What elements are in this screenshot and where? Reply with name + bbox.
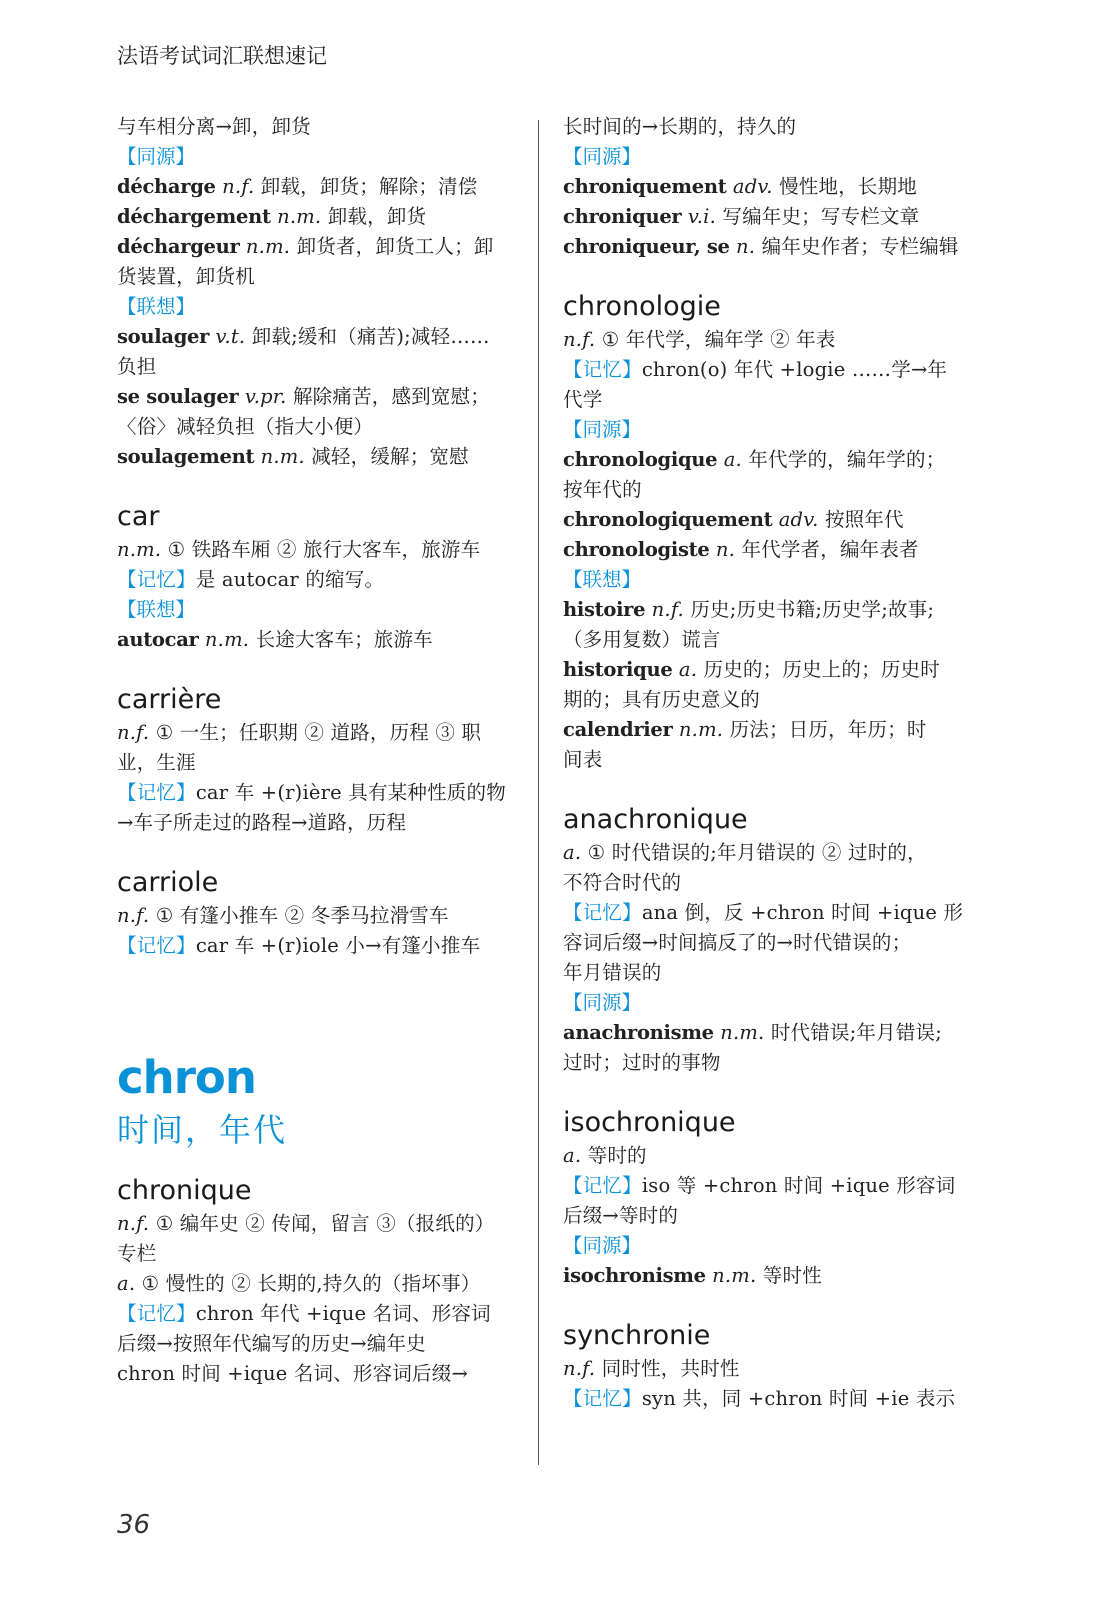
pos: n.f. <box>117 1212 150 1235</box>
entry-heading-carriere: carrière <box>117 684 222 715</box>
definition: 长途大客车；旅游车 <box>255 628 433 651</box>
entry-dechargeur <box>117 232 522 262</box>
memo-line <box>117 931 522 961</box>
entry-sense <box>563 1354 973 1384</box>
tongyuan-tag: 【同源】 <box>563 991 642 1014</box>
definition: ① 铁路车厢 ② 旅行大客车，旅游车 <box>167 538 481 561</box>
memo-text: 是 autocar 的缩写。 <box>195 568 385 591</box>
memo-continued: →车子所走过的路程→道路，历程 <box>117 811 407 834</box>
definition: 按照年代 <box>824 508 904 531</box>
headword: chronologiste <box>563 538 710 561</box>
pos: v.i. <box>687 205 716 228</box>
pos: n.m. <box>678 718 724 741</box>
pos: n. <box>736 235 756 258</box>
jiyi-tag: 【记忆】 <box>563 1387 642 1410</box>
memo-line <box>563 355 973 385</box>
headword: chronologiquement <box>563 508 773 531</box>
memo-text: chron 年代 +ique 名词、形容词 <box>195 1302 491 1325</box>
pos: v.pr. <box>244 385 287 408</box>
pos: adv. <box>778 508 819 531</box>
headword: histoire <box>563 598 646 621</box>
pos: n.m. <box>117 538 162 561</box>
entry-sense <box>117 718 522 748</box>
continued-text: 与车相分离→卸，卸货 <box>117 115 311 138</box>
pos: n.f. <box>117 904 150 927</box>
definition: 历史的；历史上的；历史时 <box>703 658 940 681</box>
definition: 时代错误;年月错误; <box>770 1021 942 1044</box>
entry-sense <box>117 1209 522 1239</box>
headword: se soulager <box>117 385 239 408</box>
lianxiang-tag: 【联想】 <box>117 598 196 621</box>
entry-heading-carriole: carriole <box>117 867 219 898</box>
memo-text: car 车 +(r)iole 小→有篷小推车 <box>195 934 481 957</box>
entry-autocar <box>117 625 522 655</box>
definition-continued: 按年代的 <box>563 478 642 501</box>
entry-sense <box>563 325 973 355</box>
entry-decharge <box>117 172 522 202</box>
definition-continued: 期的；具有历史意义的 <box>563 688 761 711</box>
pos: n.f. <box>222 175 255 198</box>
running-header: 法语考试词汇联想速记 <box>117 44 327 68</box>
memo-line <box>563 1171 973 1201</box>
pos: n.m. <box>277 205 322 228</box>
definition-continued: 货装置，卸货机 <box>117 265 255 288</box>
tongyuan-tag: 【同源】 <box>117 145 196 168</box>
entry-heading-isochronique: isochronique <box>563 1107 736 1138</box>
definition: 写编年史；写专栏文章 <box>722 205 920 228</box>
definition: 解除痛苦，感到宽慰； <box>292 385 490 408</box>
definition: 卸货者，卸货工人；卸 <box>296 235 494 258</box>
continued-text: 长时间的→长期的，持久的 <box>563 115 797 138</box>
memo-continued: 代学 <box>563 388 603 411</box>
definition: ① 编年史 ② 传闻，留言 ③（报纸的） <box>155 1212 495 1235</box>
pos: a. <box>563 1144 582 1167</box>
jiyi-tag: 【记忆】 <box>563 901 642 924</box>
pos: n.m. <box>720 1021 765 1044</box>
definition: 等时性 <box>762 1264 822 1287</box>
headword: soulager <box>117 325 210 348</box>
entry-chroniquer <box>563 202 973 232</box>
definition: ① 慢性的 ② 长期的,持久的（指坏事） <box>141 1272 481 1295</box>
memo-text: ana 倒，反 +chron 时间 +ique 形 <box>641 901 964 924</box>
entry-chroniqueur <box>563 232 973 262</box>
memo-continued: chron 时间 +ique 名词、形容词后缀→ <box>117 1362 468 1385</box>
tongyuan-tag: 【同源】 <box>563 1234 642 1257</box>
definition: 卸载;缓和（痛苦);减轻…… <box>251 325 490 348</box>
definition: 卸载，卸货 <box>327 205 427 228</box>
definition-continued: 〈俗〉减轻负担（指大小便） <box>117 415 374 438</box>
definition-continued: 不符合时代的 <box>563 871 682 894</box>
entry-heading-synchronie: synchronie <box>563 1320 711 1351</box>
pos: n.f. <box>563 328 596 351</box>
definition-continued: 过时；过时的事物 <box>563 1051 721 1074</box>
pos: n.f. <box>563 1357 596 1380</box>
definition: 编年史作者；专栏编辑 <box>761 235 959 258</box>
right-column <box>563 112 973 1414</box>
pos: n.m. <box>260 445 305 468</box>
headword: déchargeur <box>117 235 240 258</box>
headword: anachronisme <box>563 1021 714 1044</box>
entry-soulager <box>117 322 522 352</box>
pos: n. <box>715 538 736 561</box>
definition: ① 有篷小推车 ② 冬季马拉滑雪车 <box>155 904 449 927</box>
definition: 慢性地，长期地 <box>779 175 917 198</box>
memo-continued: 后缀→等时的 <box>563 1204 679 1227</box>
headword: chronologique <box>563 448 718 471</box>
headword: déchargement <box>117 205 271 228</box>
entry-chronologiquement <box>563 505 973 535</box>
entry-histoire <box>563 595 973 625</box>
jiyi-tag: 【记忆】 <box>117 934 196 957</box>
memo-line <box>117 778 522 808</box>
root-word: chron <box>117 1051 256 1104</box>
lianxiang-tag: 【联想】 <box>117 295 196 318</box>
entry-chroniquement <box>563 172 973 202</box>
definition-continued: 业，生涯 <box>117 751 196 774</box>
lianxiang-tag: 【联想】 <box>563 568 642 591</box>
pos: adv. <box>732 175 773 198</box>
definition: 历法；日历，年历；时 <box>729 718 927 741</box>
pos: a. <box>563 841 582 864</box>
entry-isochronisme <box>563 1261 973 1291</box>
entry-dechargement <box>117 202 522 232</box>
definition: 卸载，卸货；解除；清偿 <box>260 175 478 198</box>
entry-heading-chronique: chronique <box>117 1175 252 1206</box>
entry-soulagement <box>117 442 522 472</box>
tongyuan-tag: 【同源】 <box>563 145 642 168</box>
jiyi-tag: 【记忆】 <box>117 568 196 591</box>
page-number: 36 <box>117 1510 151 1540</box>
memo-line <box>117 565 522 595</box>
entry-historique <box>563 655 973 685</box>
entry-anachronisme <box>563 1018 973 1048</box>
left-column <box>117 112 522 1389</box>
definition: 减轻，缓解；宽慰 <box>311 445 469 468</box>
column-divider <box>538 120 539 1465</box>
entry-sense <box>117 901 522 931</box>
memo-text: chron(o) 年代 +logie ……学→年 <box>641 358 948 381</box>
pos: n.m. <box>712 1264 757 1287</box>
headword: calendrier <box>563 718 673 741</box>
entry-heading-anachronique: anachronique <box>563 804 748 835</box>
definition-continued: 专栏 <box>117 1242 157 1265</box>
memo-line <box>117 1299 522 1329</box>
headword: chroniquement <box>563 175 727 198</box>
memo-continued: 容词后缀→时间搞反了的→时代错误的； <box>563 931 912 954</box>
definition: 同时性，共时性 <box>601 1357 740 1380</box>
entry-heading-chronologie: chronologie <box>563 291 721 322</box>
definition: 年代学的，编年学的； <box>748 448 946 471</box>
headword: autocar <box>117 628 199 651</box>
pos: v.t. <box>215 325 246 348</box>
entry-sense <box>563 838 973 868</box>
pos: n.f. <box>117 721 150 744</box>
entry-sense <box>117 535 522 565</box>
memo-text: iso 等 +chron 时间 +ique 形容词 <box>641 1174 956 1197</box>
pos: a. <box>678 658 698 681</box>
definition: 年代学者，编年表者 <box>741 538 919 561</box>
pos: a. <box>723 448 742 471</box>
entry-se-soulager <box>117 382 522 412</box>
memo-continued: 年月错误的 <box>563 961 662 984</box>
definition: ① 一生；任职期 ② 道路，历程 ③ 职 <box>155 721 482 744</box>
jiyi-tag: 【记忆】 <box>563 358 642 381</box>
memo-line <box>563 1384 973 1414</box>
entry-calendrier <box>563 715 973 745</box>
pos: n.m. <box>245 235 291 258</box>
definition-continued: （多用复数）谎言 <box>563 628 721 651</box>
headword: décharge <box>117 175 216 198</box>
pos: a. <box>117 1272 136 1295</box>
tongyuan-tag: 【同源】 <box>563 418 642 441</box>
definition-continued: 负担 <box>117 355 157 378</box>
headword: historique <box>563 658 673 681</box>
entry-heading-car: car <box>117 501 160 532</box>
memo-line <box>563 898 973 928</box>
entry-sense <box>563 1141 973 1171</box>
headword: chroniqueur, se <box>563 235 730 258</box>
headword: isochronisme <box>563 1264 706 1287</box>
definition: ① 年代学，编年学 ② 年表 <box>601 328 836 351</box>
definition: ① 时代错误的;年月错误的 ② 过时的， <box>587 841 927 864</box>
jiyi-tag: 【记忆】 <box>117 1302 196 1325</box>
jiyi-tag: 【记忆】 <box>117 781 196 804</box>
entry-chronologiste <box>563 535 973 565</box>
memo-text: car 车 +(r)ière 具有某种性质的物 <box>195 781 506 804</box>
definition: 等时的 <box>587 1144 647 1167</box>
pos: n.f. <box>651 598 684 621</box>
memo-text: syn 共，同 +chron 时间 +ie 表示 <box>641 1387 956 1410</box>
entry-chronologique <box>563 445 973 475</box>
jiyi-tag: 【记忆】 <box>563 1174 642 1197</box>
pos: n.m. <box>204 628 250 651</box>
headword: chroniquer <box>563 205 682 228</box>
headword: soulagement <box>117 445 255 468</box>
definition-continued: 间表 <box>563 748 603 771</box>
definition: 历史;历史书籍;历史学;故事; <box>690 598 935 621</box>
entry-sense <box>117 1269 522 1299</box>
root-meaning: 时间，年代 <box>117 1111 288 1149</box>
memo-continued: 后缀→按照年代编写的历史→编年史 <box>117 1332 426 1355</box>
